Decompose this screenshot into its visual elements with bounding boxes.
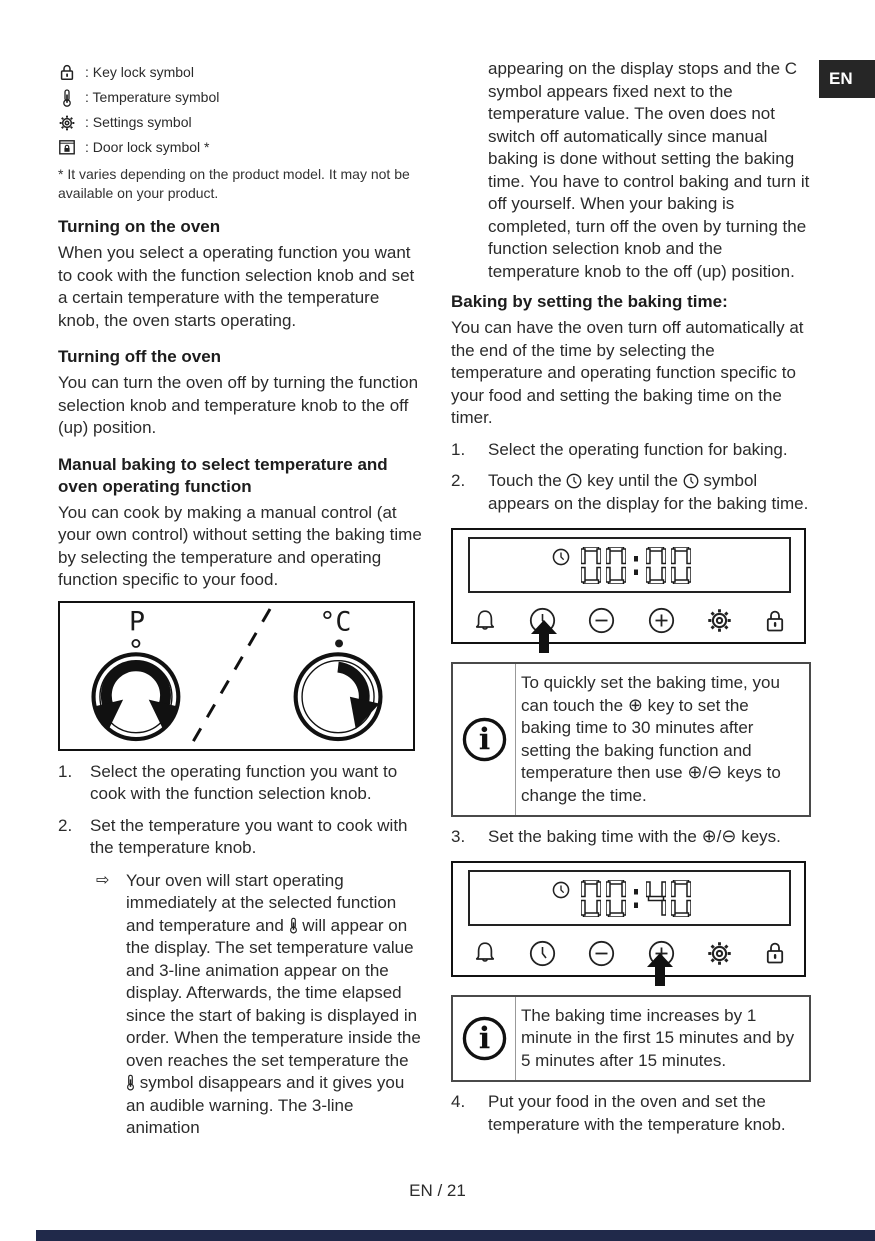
pointer-arrow	[647, 953, 673, 986]
info-box-2	[451, 995, 811, 1083]
language-tab: EN	[819, 60, 875, 98]
symbol-legend	[58, 60, 422, 160]
para-manual-baking: You can cook by making a manual control (at your own control) without setting the baking time by selecting the temperature and operating function specific to your food.	[58, 502, 422, 589]
knob-diagram	[58, 601, 415, 751]
pointer-arrow	[531, 620, 557, 653]
legend-row	[58, 85, 422, 110]
info-text: The baking time increases by 1 minute in the first 15 minutes and by 5 minutes after 15 minutes.	[521, 1005, 795, 1070]
settings-icon	[58, 115, 76, 131]
heading-baking-time: Baking by setting the baking time:	[451, 292, 728, 311]
svg-text:i: i	[478, 722, 490, 758]
plus-key-icon: ⊕	[701, 826, 717, 846]
plus-key-icon: ⊕	[687, 762, 703, 782]
keypad	[453, 940, 804, 967]
display-screen	[468, 537, 791, 593]
key-lock-icon	[58, 64, 76, 81]
legend-row	[58, 110, 422, 135]
manual-step-2: 2. Set the temperature you want to cook with the temperature knob.	[58, 815, 408, 857]
temperature-knob-label: °C	[319, 606, 352, 638]
info-text: To quickly set the baking time, you can touch the ⊕ key to set the baking time to 30 minutes after setting the baking function and temperature then use ⊕/⊖ keys to change the time.	[521, 673, 781, 805]
right-column	[451, 58, 811, 1136]
display-screen	[468, 870, 791, 926]
alarm-bell-icon	[473, 608, 497, 634]
lock-key-icon	[764, 608, 786, 634]
seven-segment-time	[581, 880, 691, 917]
timer-key-icon	[683, 473, 699, 489]
legend-label: : Key lock symbol	[85, 64, 194, 81]
legend-label: : Settings symbol	[85, 114, 192, 131]
svg-text:i: i	[478, 1021, 490, 1057]
temperature-icon	[126, 1074, 135, 1091]
settings-key-icon	[707, 941, 732, 966]
minus-key-icon	[588, 607, 615, 634]
minus-key-icon: ⊖	[721, 826, 737, 846]
legend-row	[58, 135, 422, 160]
legend-label: : Temperature symbol	[85, 89, 220, 106]
temperature-icon	[289, 917, 298, 934]
heading-turning-on: Turning on the oven	[58, 217, 221, 236]
para-baking-time: You can have the oven turn off automatically at the end of the time by selecting the temperature and operating function specific to your food and setting the baking time on the timer.	[451, 318, 804, 427]
legend-footnote: * It varies depending on the product model. It may not be available on your product.	[58, 166, 410, 201]
heading-turning-off: Turning off the oven	[58, 347, 222, 366]
divider-dashed-line	[191, 608, 270, 744]
page-number: EN / 21	[409, 1181, 466, 1200]
settings-key-icon	[707, 608, 732, 633]
manual-result-note-continued: appearing on the display stops and the C symbol appears fixed next to the temperature value. The oven does not switch off automatically since manual baking is done without setting the baking time. You have to control baking and turn it off yourself. When your baking is completed, turn off the oven by turning the function selection knob and the temperature knob to the off (up) position.	[488, 59, 810, 281]
door-lock-icon	[58, 140, 76, 155]
info-box-1	[451, 662, 811, 817]
timer-display-panel-1	[451, 528, 806, 644]
alarm-bell-icon	[473, 940, 497, 966]
baking-step-1: 1. Select the operating function for baking.	[451, 439, 788, 459]
plus-key-icon: ⊕	[627, 694, 643, 715]
baking-step-2: 2. Touch the key until the symbol appears on the display for the baking time.	[451, 471, 809, 513]
baking-step-4: 4. Put your food in the oven and set the temperature with the temperature knob.	[451, 1092, 786, 1134]
function-knob-marker	[132, 639, 139, 646]
para-turning-on: When you select a operating function you want to cook with the function selection knob and set a certain temperature with the temperature knob, the oven starts operating.	[58, 243, 415, 330]
footer-accent-bar	[36, 1230, 875, 1241]
temperature-knob-marker	[335, 639, 343, 647]
info-icon	[453, 664, 516, 815]
left-column	[58, 58, 422, 1140]
legend-row	[58, 60, 422, 85]
manual-result-note: ⇨ Your oven will start operating immediately at the selected function and temperature and will appear on the display. The set temperature value and 3-line animation appear on the display. Afterwards, the time elapsed since the start of baking is displayed in order. When the temperature inside the oven reaches the set temperature the symbol disappears and it gives you an audible warning. The 3-line animation	[96, 870, 422, 1140]
para-turning-off: You can turn the oven off by turning the function selection knob and temperature knob to the off (up) position.	[58, 373, 419, 437]
plus-key-icon	[648, 607, 675, 634]
timer-display-panel-2	[451, 861, 806, 977]
seven-segment-time	[581, 547, 691, 584]
temperature-icon	[58, 89, 76, 107]
baking-step-3: 3. Set the baking time with the ⊕/⊖ keys.	[451, 826, 781, 846]
timer-key-icon	[529, 940, 556, 967]
keypad	[453, 607, 804, 634]
result-arrow-icon: ⇨	[96, 871, 110, 889]
manual-step-1: 1. Select the operating function you want to cook with the function selection knob.	[58, 761, 398, 803]
function-knob-label: P	[129, 606, 146, 638]
info-icon	[453, 997, 516, 1081]
lock-key-icon	[764, 940, 786, 966]
timer-key-icon	[566, 473, 582, 489]
timer-symbol-icon	[552, 881, 570, 899]
heading-manual-baking: Manual baking to select temperature and oven operating function	[58, 454, 388, 496]
minus-key-icon: ⊖	[707, 762, 723, 782]
timer-symbol-icon	[552, 548, 570, 566]
legend-label: : Door lock symbol *	[85, 139, 210, 156]
minus-key-icon	[588, 940, 615, 967]
